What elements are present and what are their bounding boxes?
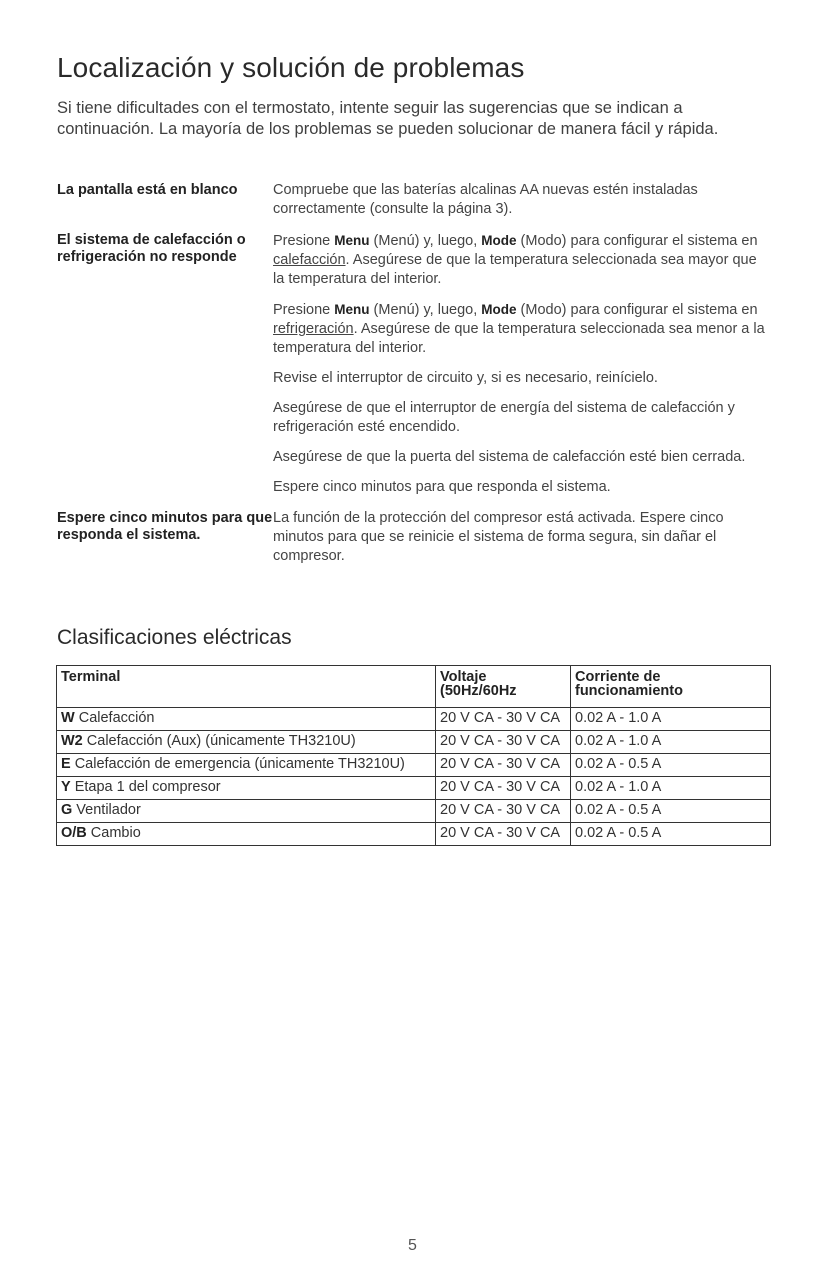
problem-label: El sistema de calefacción o refrigeración no responde [57,232,246,265]
solution-text: Revise el interruptor de circuito y, si es necesario, reinícielo. [273,370,658,386]
header-voltage: Voltaje (50Hz/60Hz [436,666,571,708]
terminal-code: O/B [61,825,87,841]
current-cell: 0.02 A - 1.0 A [571,777,771,800]
terminal-code: Y [61,779,71,795]
page-number: 5 [408,1237,417,1254]
current-cell: 0.02 A - 0.5 A [571,754,771,777]
current-cell: 0.02 A - 0.5 A [571,800,771,823]
menu-key-label: Menu [334,302,370,317]
text: (Modo) para configurar el sistema en [516,302,758,318]
terminal-code: G [61,802,73,818]
solution-cool-mode [273,300,770,358]
problem-label: La pantalla está en blanco [57,182,238,198]
trouble-item-system-not-responding [57,231,770,497]
terminal-cell [57,777,436,800]
electrical-ratings-table [56,665,771,846]
mode-key-label: Mode [481,302,517,317]
intro-paragraph: Si tiene dificultades con el termostato, intente seguir las sugerencias que se indican a continuación. La mayoría de los problemas se pueden solucionar de manera fácil y rápida. [57,99,719,138]
page-title: Localización y solución de problemas [57,52,525,83]
terminal-description: Ventilador [72,802,141,818]
terminal-description: Etapa 1 del compresor [70,779,221,795]
table-header-row [57,666,771,708]
terminal-cell [57,823,436,846]
header-terminal: Terminal [57,666,436,708]
text: . Asegúrese de que la temperatura seleccionada sea mayor que la temperatura del interior. [273,252,757,287]
text: (Menú) y, luego, [369,302,482,318]
text: (Menú) y, luego, [369,233,482,249]
voltage-cell: 20 V CA - 30 V CA [436,754,571,777]
terminal-description: Cambio [86,825,141,841]
troubleshooting-list [57,181,770,578]
solutions [273,181,770,219]
table-row [57,754,771,777]
voltage-cell: 20 V CA - 30 V CA [436,800,571,823]
current-cell: 0.02 A - 0.5 A [571,823,771,846]
header-current: Corriente de funcionamiento [571,666,771,708]
solution-text: La función de la protección del compresor está activada. Espere cinco minutos para que se reinicie el sistema de forma segura, sin dañar el compresor. [273,510,724,564]
solutions [273,231,770,497]
cool-term: refrigeración [273,321,354,337]
current-cell: 0.02 A - 1.0 A [571,708,771,731]
terminal-code: E [61,756,71,772]
current-cell: 0.02 A - 1.0 A [571,731,771,754]
trouble-item-blank-screen [57,181,770,219]
voltage-cell: 20 V CA - 30 V CA [436,731,571,754]
text: Presione [273,302,335,318]
mode-key-label: Mode [481,233,517,248]
table-row [57,777,771,800]
table-row [57,823,771,846]
terminal-cell [57,708,436,731]
terminal-description: Calefacción (Aux) (únicamente TH3210U) [82,733,356,749]
text: (Modo) para configurar el sistema en [516,233,758,249]
electrical-ratings-title: Clasificaciones eléctricas [57,626,292,649]
voltage-cell: 20 V CA - 30 V CA [436,823,571,846]
terminal-cell [57,800,436,823]
table-row [57,708,771,731]
terminal-description: Calefacción de emergencia (únicamente TH3210U) [70,756,405,772]
terminal-code: W [61,710,75,726]
solution-text: Asegúrese de que el interruptor de energía del sistema de calefacción y refrigeración esté encendido. [273,400,735,435]
terminal-description: Calefacción [74,710,155,726]
solution-text: Espere cinco minutos para que responda el sistema. [273,479,611,495]
terminal-code: W2 [61,733,83,749]
table-row [57,800,771,823]
terminal-cell [57,754,436,777]
table-row [57,731,771,754]
solutions [273,509,770,566]
terminal-cell [57,731,436,754]
voltage-cell: 20 V CA - 30 V CA [436,777,571,800]
menu-key-label: Menu [334,233,370,248]
text: Presione [273,233,335,249]
problem-label: Espere cinco minutos para que responda el sistema. [57,510,273,543]
heat-term: calefacción [273,252,346,268]
trouble-item-compressor-wait [57,509,770,566]
text: . Asegúrese de que la temperatura seleccionada sea menor a la temperatura del interior. [273,321,765,356]
voltage-cell: 20 V CA - 30 V CA [436,708,571,731]
solution-text: Asegúrese de que la puerta del sistema de calefacción esté bien cerrada. [273,449,746,465]
solution-heat-mode [273,231,770,289]
solution-text: Compruebe que las baterías alcalinas AA nuevas estén instaladas correctamente (consulte la página 3). [273,182,698,217]
